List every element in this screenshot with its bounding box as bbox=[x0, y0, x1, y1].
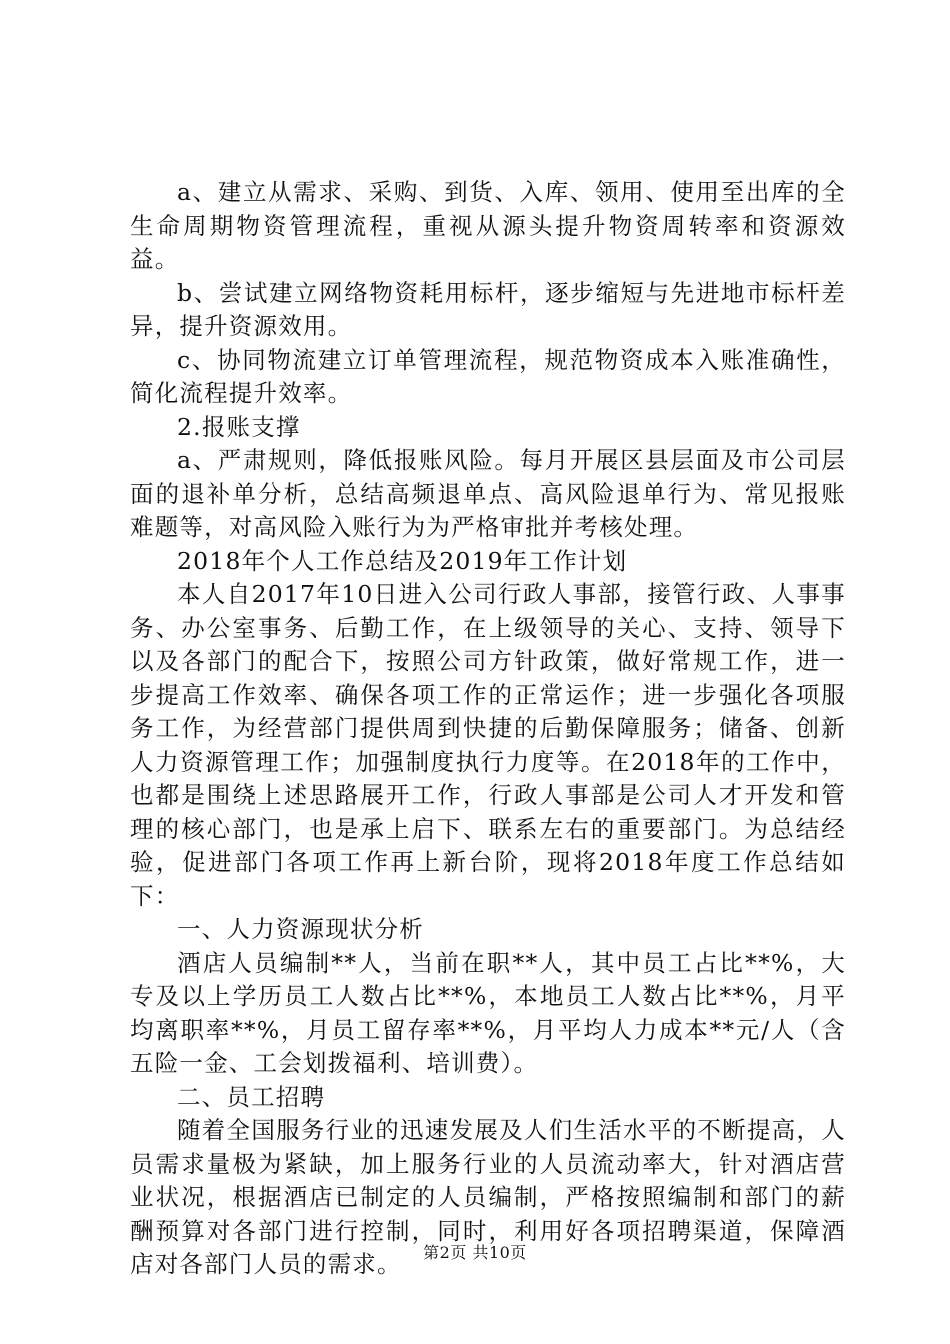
paragraph-hr-status: 酒店人员编制**人，当前在职**人，其中员工占比**%，大专及以上学历员工人数占比**%，本地员工人数占比**%，月平均离职率**%，月员工留存率**%，月平均人力成本**元/人（含五险一金、工会划拨福利、培训费）。 bbox=[130, 948, 846, 1077]
document-body bbox=[130, 176, 846, 1282]
section-heading-reimbursement: 2.报账支撑 bbox=[177, 412, 301, 441]
paragraph-material-lifecycle: a、建立从需求、采购、到货、入库、领用、使用至出库的全生命周期物资管理流程，重视从源头提升物资周转率和资源效益。 bbox=[130, 178, 846, 273]
paragraph-recruitment: 随着全国服务行业的迅速发展及人们生活水平的不断提高，人员需求量极为紧缺，加上服务行业的人员流动率大，针对酒店营业状况，根据酒店已制定的人员编制，严格按照编制和部门的薪酬预算对各部门进行控制，同时，利用好各项招聘渠道，保障酒店对各部门人员的需求。 bbox=[130, 1116, 846, 1278]
document-title: 2018年个人工作总结及2019年工作计划 bbox=[177, 546, 628, 575]
paragraph-introduction: 本人自2017年10日进入公司行政人事部，接管行政、人事事务、办公室事务、后勤工作，在上级领导的关心、支持、领导下以及各部门的配合下，按照公司方针政策，做好常规工作，进一步提高工作效率、确保各项工作的正常运作；进一步强化各项服务工作，为经营部门提供周到快捷的后勤保障服务；储备、创新人力资源管理工作；加强制度执行力度等。在2018年的工作中，也都是围绕上述思路展开工作，行政人事部是公司人才开发和管理的核心部门，也是承上启下、联系左右的重要部门。为总结经验，促进部门各项工作再上新台阶，现将2018年度工作总结如下： bbox=[130, 580, 846, 910]
section-heading-recruitment: 二、员工招聘 bbox=[177, 1082, 326, 1111]
paragraph-order-process: c、协同物流建立订单管理流程，规范物资成本入账准确性，简化流程提升效率。 bbox=[130, 345, 846, 407]
paragraph-reimbursement-rules: a、严肃规则，降低报账风险。每月开展区县层面及市公司层面的退补单分析，总结高频退单点、高风险退单行为、常见报账难题等，对高风险入账行为为严格审批并考核处理。 bbox=[130, 446, 846, 541]
section-heading-hr-status: 一、人力资源现状分析 bbox=[177, 915, 424, 943]
paragraph-material-benchmark: b、尝试建立网络物资耗用标杆，逐步缩短与先进地市标杆差异，提升资源效用。 bbox=[130, 278, 846, 340]
page-footer: 第2页 共10页 bbox=[423, 1243, 527, 1262]
